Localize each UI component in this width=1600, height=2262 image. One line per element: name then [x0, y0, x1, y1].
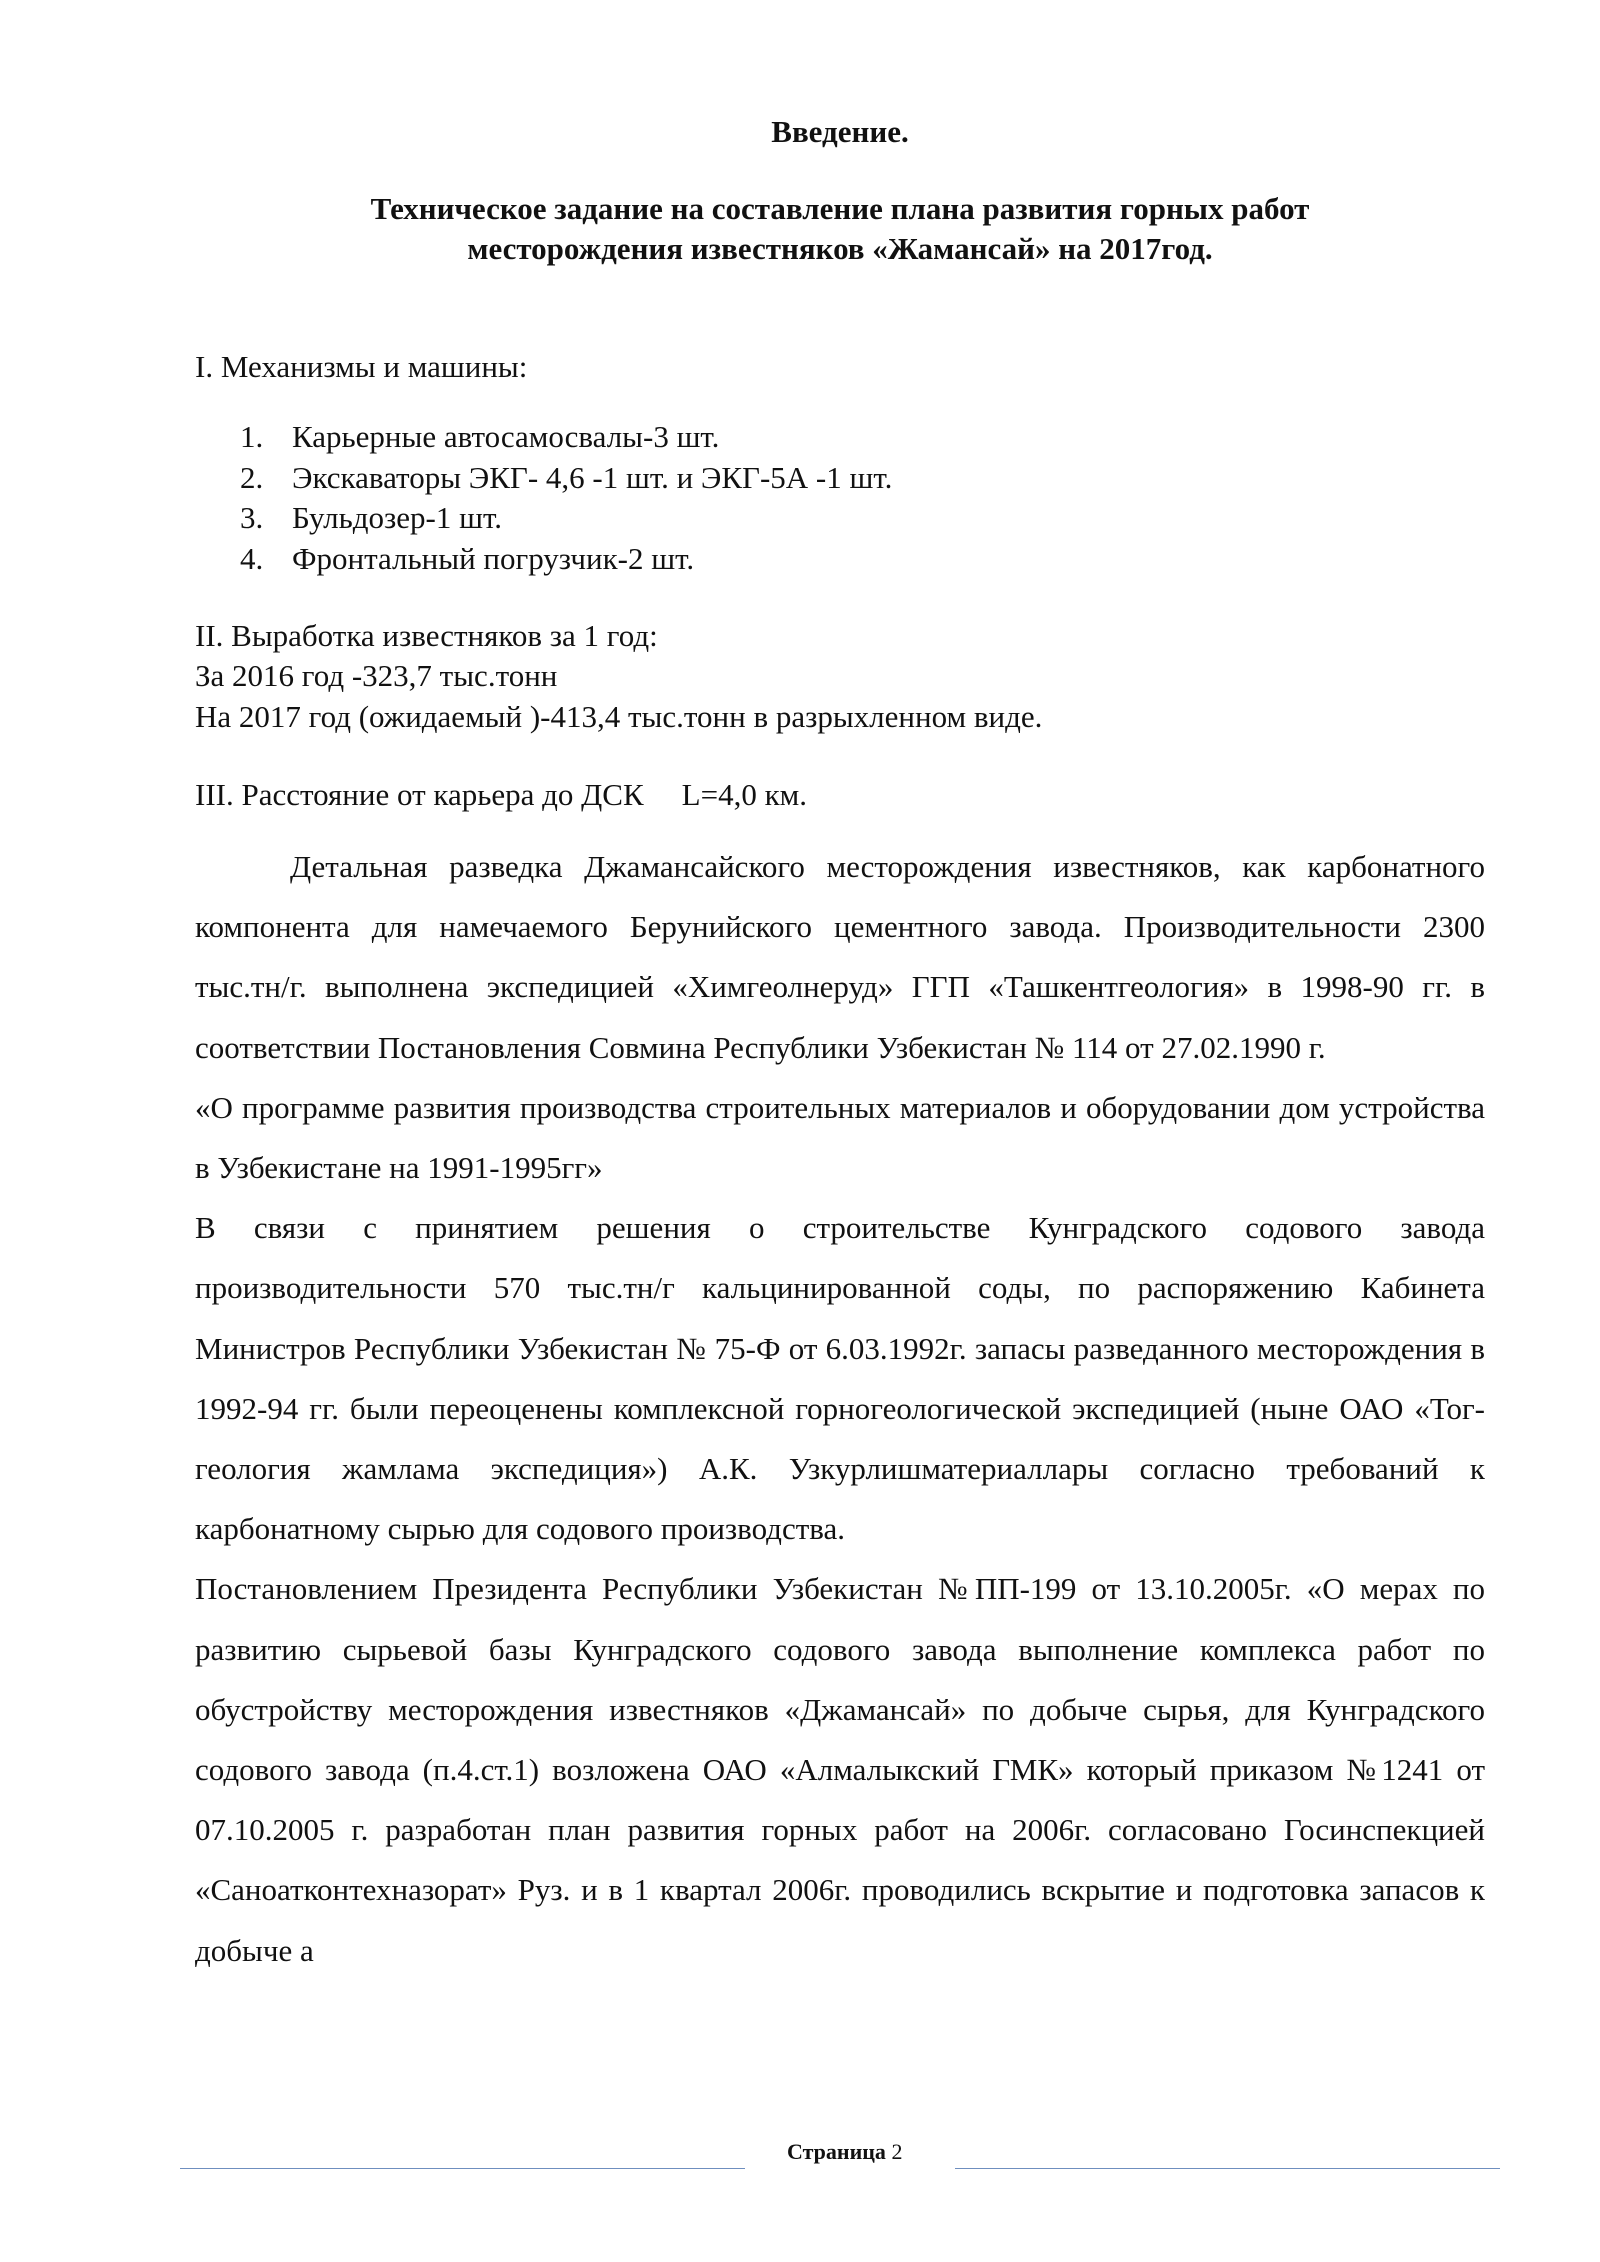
- list-item: [195, 539, 1485, 580]
- document-subtitle-line-1: Техническое задание на составление плана развития горных работ: [370, 191, 1310, 226]
- page-title: Введение.: [771, 114, 909, 149]
- body-paragraph-2: «О программе развития производства строительных материалов и оборудовании дом устройства в Узбекистане на 1991-1995гг»: [195, 1089, 1485, 1186]
- document-subtitle-line-2: месторождения известняков «Жамансай» на 2017год.: [467, 231, 1213, 266]
- list-item-text: Бульдозер-1 шт.: [292, 500, 502, 535]
- page-word: Страница: [787, 2139, 886, 2164]
- page-footer: [180, 2138, 1500, 2178]
- distance-label: III. Расстояние от карьера до ДСК: [195, 777, 644, 812]
- output-2017-line: На 2017 год (ожидаемый )-413,4 тыс.тонн в разрыхленном виде.: [195, 698, 1043, 734]
- page-number-label: [787, 2138, 902, 2166]
- list-item-number: 1.: [240, 419, 264, 454]
- page-content: [195, 112, 1485, 1981]
- footer-divider-left: [180, 2168, 745, 2169]
- list-item-text: Экскаваторы ЭКГ- 4,6 -1 шт. и ЭКГ-5А -1 шт.: [292, 459, 893, 495]
- section-heading-machines: I. Механизмы и машины:: [195, 349, 528, 384]
- section-heading-distance: [195, 775, 1485, 815]
- list-item: [195, 458, 1485, 499]
- list-item: [195, 498, 1485, 539]
- list-item-number: 3.: [240, 500, 264, 535]
- list-item-number: 4.: [240, 540, 264, 576]
- list-item-text: Фронтальный погрузчик-2 шт.: [292, 540, 695, 576]
- footer-divider-right: [955, 2168, 1500, 2169]
- machines-list: [195, 417, 1485, 579]
- list-item-text: Карьерные автосамосвалы-3 шт.: [292, 419, 720, 454]
- page-number: 2: [891, 2139, 903, 2164]
- list-item-number: 2.: [240, 459, 264, 495]
- body-paragraph-3: В связи с принятием решения о строительстве Кунградского содового завода производительности 570 тыс.тн/г кальцинированной соды, по распоряжению Кабинета Министров Республики Узбекистан № 75-Ф от 6.03.1992г. запасы разведанного месторождения в 1992-94 гг. были переоценены комплексной горногеологической экспедицией (ныне ОАО «Тог-геология жамлама экспедиция») А.К. Узкурлишматериаллары согласно требований к карбонатному сырью для содового производства.: [195, 1210, 1485, 1547]
- body-paragraph-1: Детальная разведка Джамансайского месторождения известняков, как карбонатного компонента для намечаемого Берунийского цементного завода. Производительности 2300 тыс.тн/г. выполнена экспедицией «Химгеолнеруд» ГГП «Ташкентгеология» в 1998-90 гг. в соответствии Постановления Совмина Республики Узбекистан № 114 от 27.02.1990 г.: [195, 849, 1485, 1065]
- distance-value: L=4,0 км.: [681, 777, 808, 812]
- body-text: [195, 837, 1485, 1981]
- body-paragraph-4: Постановлением Президента Республики Узбекистан №ПП-199 от 13.10.2005г. «О мерах по развитию сырьевой базы Кунградского содового завода выполнение комплекса работ по обустройству месторождения известняков «Джамансай» по добыче сырья, для Кунградского содового завода (п.4.ст.1) возложена ОАО «Алмалыкский ГМК» который приказом №1241 от 07.10.2005 г. разработан план развития горных работ на 2006г. согласовано Госинспекцией «Саноатконтехназорат» Руз. и в 1 квартал 2006г. проводились вскрытие и подготовка запасов к добыче а: [195, 1571, 1485, 1968]
- output-2016-line: За 2016 год -323,7 тыс.тонн: [195, 658, 558, 693]
- section-heading-output: II. Выработка известняков за 1 год:: [195, 618, 658, 653]
- list-item: [195, 417, 1485, 458]
